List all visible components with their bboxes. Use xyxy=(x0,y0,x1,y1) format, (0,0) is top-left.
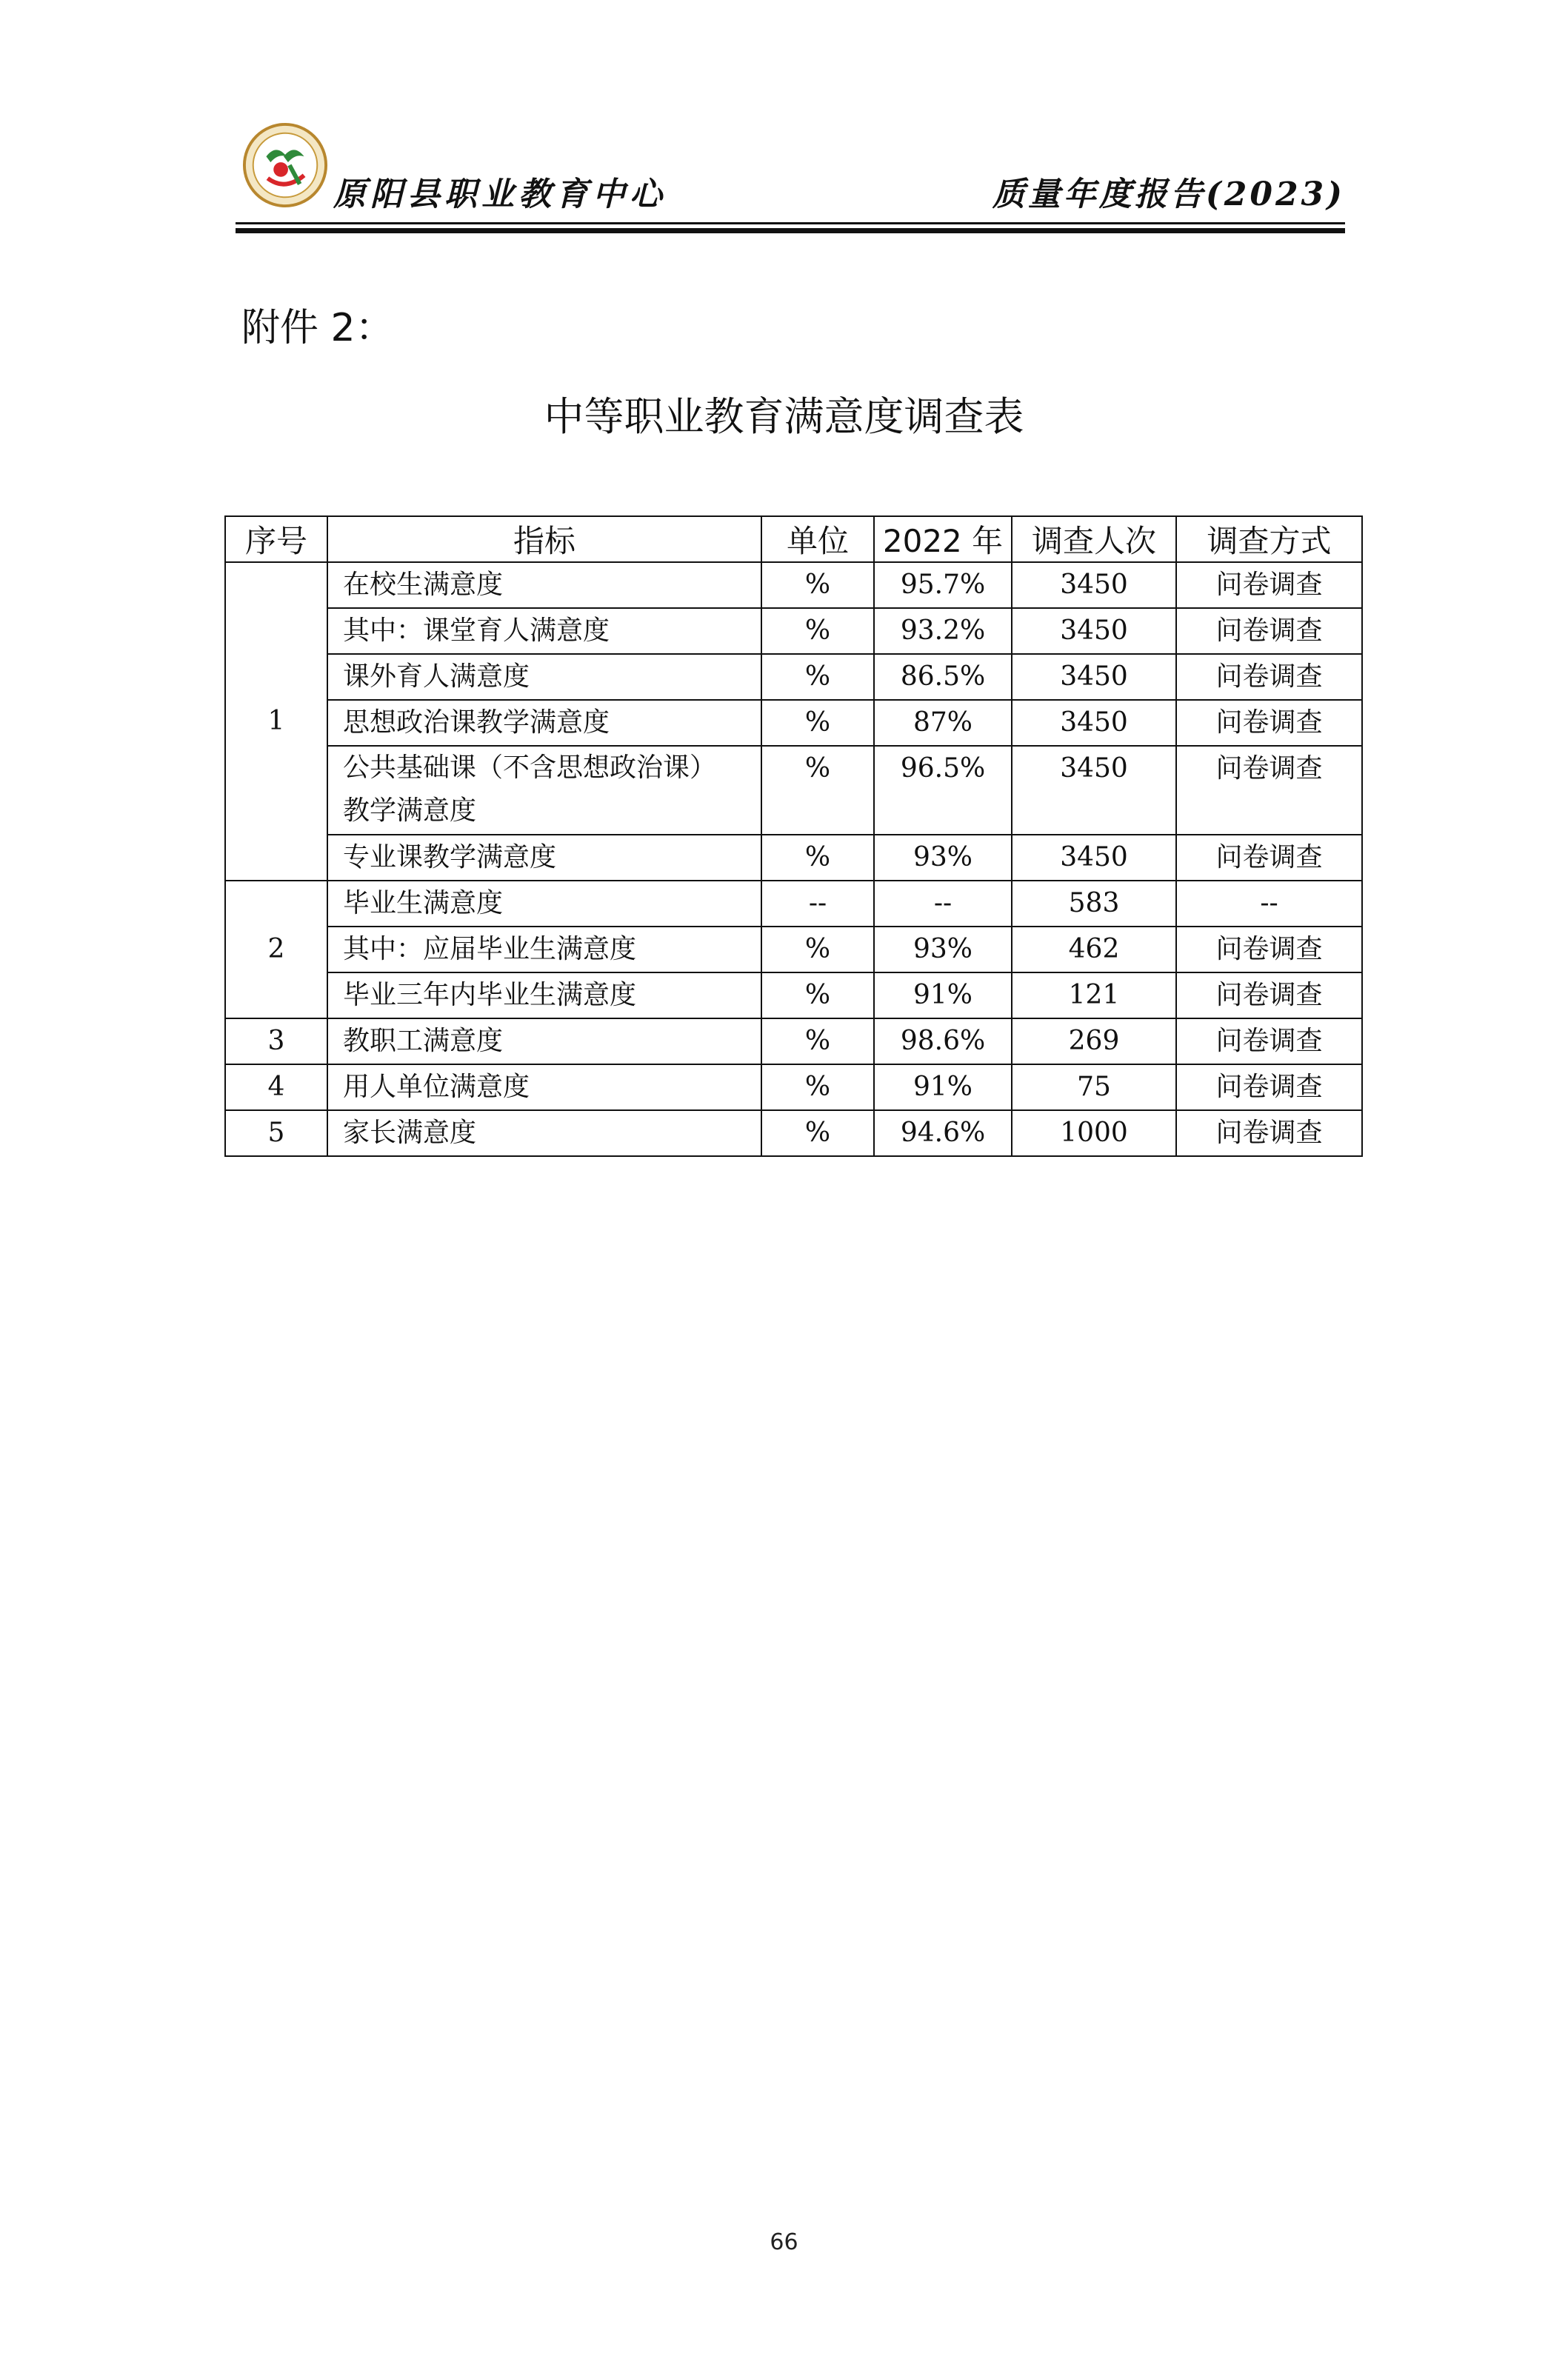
column-header: 2022 年 xyxy=(874,516,1012,562)
table-row xyxy=(225,700,1362,746)
org-name: 原阳县职业教育中心 xyxy=(333,176,667,213)
value-cell: 93.2% xyxy=(874,608,1012,654)
indicator-cell: 家长满意度 xyxy=(327,1110,761,1156)
method-cell: 问卷调查 xyxy=(1176,700,1362,746)
method-cell: 问卷调查 xyxy=(1176,562,1362,608)
count-cell: 269 xyxy=(1012,1018,1176,1064)
indicator-cell: 其中：课堂育人满意度 xyxy=(327,608,761,654)
indicator-line: 公共基础课（不含思想政治课） xyxy=(343,752,717,783)
indicator-line: 教学满意度 xyxy=(343,795,477,826)
unit-cell: % xyxy=(761,1110,874,1156)
table-row xyxy=(225,562,1362,608)
indicator-cell: 思想政治课教学满意度 xyxy=(327,700,761,746)
count-cell: 3450 xyxy=(1012,700,1176,746)
table-row xyxy=(225,1064,1362,1110)
table-row xyxy=(225,654,1362,700)
column-header: 指标 xyxy=(327,516,761,562)
method-cell: 问卷调查 xyxy=(1176,1018,1362,1064)
value-cell: 93% xyxy=(874,835,1012,881)
document-title: 中等职业教育满意度调查表 xyxy=(544,393,1024,440)
indicator-cell: 专业课教学满意度 xyxy=(327,835,761,881)
indicator-cell: 在校生满意度 xyxy=(327,562,761,608)
unit-cell: % xyxy=(761,654,874,700)
method-cell: -- xyxy=(1176,881,1362,927)
method-cell: 问卷调查 xyxy=(1176,654,1362,700)
header-rule-thin xyxy=(236,222,1345,224)
value-cell: 98.6% xyxy=(874,1018,1012,1064)
count-cell: 121 xyxy=(1012,972,1176,1018)
indicator-cell: 教职工满意度 xyxy=(327,1018,761,1064)
value-cell: 87% xyxy=(874,700,1012,746)
sequence-cell: 1 xyxy=(225,562,327,881)
indicator-cell: 毕业三年内毕业生满意度 xyxy=(327,972,761,1018)
count-cell: 3450 xyxy=(1012,654,1176,700)
indicator-cell xyxy=(327,746,761,835)
method-cell: 问卷调查 xyxy=(1176,746,1362,835)
column-header: 调查方式 xyxy=(1176,516,1362,562)
page-number: 66 xyxy=(770,2229,798,2255)
value-cell: 86.5% xyxy=(874,654,1012,700)
method-cell: 问卷调查 xyxy=(1176,927,1362,972)
table-row xyxy=(225,1018,1362,1064)
unit-cell: % xyxy=(761,835,874,881)
method-cell: 问卷调查 xyxy=(1176,972,1362,1018)
indicator-cell: 其中：应届毕业生满意度 xyxy=(327,927,761,972)
header-rule-thick xyxy=(236,228,1345,233)
count-cell: 75 xyxy=(1012,1064,1176,1110)
unit-cell: % xyxy=(761,700,874,746)
indicator-cell: 用人单位满意度 xyxy=(327,1064,761,1110)
method-cell: 问卷调查 xyxy=(1176,1064,1362,1110)
method-cell: 问卷调查 xyxy=(1176,1110,1362,1156)
value-cell: 94.6% xyxy=(874,1110,1012,1156)
count-cell: 3450 xyxy=(1012,608,1176,654)
count-cell: 1000 xyxy=(1012,1110,1176,1156)
unit-cell: % xyxy=(761,1064,874,1110)
value-cell: 91% xyxy=(874,1064,1012,1110)
table-row xyxy=(225,746,1362,835)
table-row xyxy=(225,835,1362,881)
value-cell: 91% xyxy=(874,972,1012,1018)
indicator-cell: 毕业生满意度 xyxy=(327,881,761,927)
column-header: 单位 xyxy=(761,516,874,562)
sequence-cell: 3 xyxy=(225,1018,327,1064)
value-cell: -- xyxy=(874,881,1012,927)
unit-cell: % xyxy=(761,608,874,654)
method-cell: 问卷调查 xyxy=(1176,835,1362,881)
unit-cell: % xyxy=(761,562,874,608)
table-row xyxy=(225,927,1362,972)
value-cell: 93% xyxy=(874,927,1012,972)
unit-cell: -- xyxy=(761,881,874,927)
indicator-cell: 课外育人满意度 xyxy=(327,654,761,700)
value-cell: 96.5% xyxy=(874,746,1012,835)
count-cell: 3450 xyxy=(1012,835,1176,881)
report-title: 质量年度报告(2023) xyxy=(992,176,1345,213)
unit-cell: % xyxy=(761,972,874,1018)
column-header: 调查人次 xyxy=(1012,516,1176,562)
table-row xyxy=(225,608,1362,654)
school-emblem-icon xyxy=(241,121,329,209)
table-row xyxy=(225,881,1362,927)
table-row xyxy=(225,972,1362,1018)
unit-cell: % xyxy=(761,1018,874,1064)
sequence-cell: 5 xyxy=(225,1110,327,1156)
unit-cell: % xyxy=(761,927,874,972)
count-cell: 583 xyxy=(1012,881,1176,927)
sequence-cell: 2 xyxy=(225,881,327,1018)
page-header xyxy=(236,111,1345,237)
sequence-cell: 4 xyxy=(225,1064,327,1110)
count-cell: 3450 xyxy=(1012,746,1176,835)
method-cell: 问卷调查 xyxy=(1176,608,1362,654)
satisfaction-survey-table xyxy=(224,515,1363,1157)
table-row xyxy=(225,1110,1362,1156)
count-cell: 3450 xyxy=(1012,562,1176,608)
annex-label: 附件 2： xyxy=(241,306,394,350)
column-header: 序号 xyxy=(225,516,327,562)
count-cell: 462 xyxy=(1012,927,1176,972)
unit-cell: % xyxy=(761,746,874,835)
table-header-row xyxy=(225,516,1362,562)
value-cell: 95.7% xyxy=(874,562,1012,608)
